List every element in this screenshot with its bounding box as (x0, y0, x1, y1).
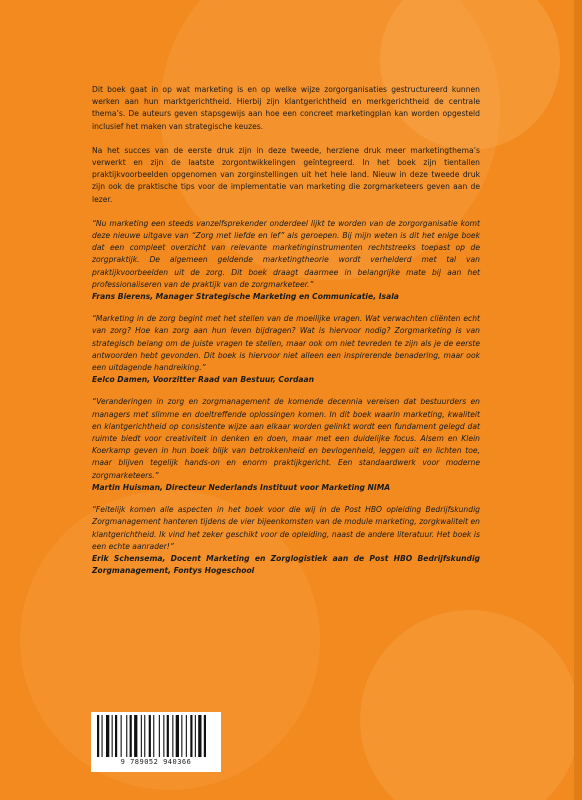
barcode-number: 9 789052 940366 (120, 758, 192, 766)
testimonial-author: Erik Schensema, Docent Marketing en Zorglogistiek aan de Post HBO Bedrijfskundig Zorgmanagement, Fontys Hogeschool (92, 553, 480, 576)
barcode-bar (153, 715, 154, 757)
barcode-bar (149, 715, 151, 757)
background-circle (360, 610, 580, 800)
barcode-bar (186, 715, 187, 757)
testimonial-author: Frans Bierens, Manager Strategische Marketing en Communicatie, Isala (92, 292, 399, 302)
barcode-bar (126, 715, 127, 757)
testimonial (92, 313, 480, 386)
barcode-bar (159, 715, 160, 757)
testimonial-text: “Nu marketing een steeds vanzelfsprekender onderdeel lijkt te worden van de zorgorganisatie komt deze nieuwe uitgave van “Zorg met liefde en lef” als geroepen. Bij mijn weten is dit het enige boek dat een compleet overzicht van relevante marketinginstrumenten rechtstreeks toepast op de zorgpraktijk. De algemeen geldende marketingtheorie wordt verhelderd met tal van praktijkvoorbeelden uit de zorg. Dit boek draagt daarmee in belangrijke mate bij aan het professionaliseren van de praktijk van de zorgmarketeer.” (92, 218, 480, 289)
barcode-icon (95, 715, 217, 757)
barcode-bar (195, 715, 196, 757)
barcode-bar (102, 715, 103, 757)
barcode-bar (181, 715, 182, 757)
intro-paragraph: Na het succes van de eerste druk zijn in deze tweede, herziene druk meer marketingthema’s verwerkt en zijn de laatste zorgontwikkelingen geïntegreerd. In het boek zijn tientallen praktijkvoorbeelden opgenomen van zorginstellingen uit het hele land. Nieuw in deze tweede druk zijn ook de praktische tips voor de implementatie van marketing die zorgmarketeers geven aan de lezer. (92, 145, 480, 204)
barcode-bar (134, 715, 137, 757)
testimonial (92, 396, 480, 494)
barcode-bar (163, 715, 164, 757)
testimonial-text: “Feitelijk komen alle aspecten in het boek voor die wij in de Post HBO opleiding Bedrijfskundig Zorgmanagement hanteren tijdens de vier bijeenkomsten van de module marketing, zorgkwaliteit en klantgerichtheid. Ik vind het zeker geschikt voor de opleiding, naast de andere literatuur. Het boek is een echte aanrader!” (92, 505, 480, 551)
barcode-bar (115, 715, 117, 757)
intro-paragraph: Dit boek gaat in op wat marketing is en op welke wijze zorgorganisaties gestructureerd kunnen werken aan hun marktgerichtheid. Hierbij zijn klantgerichtheid en merkgerichtheid de centrale thema’s. De auteurs geven stapsgewijs aan hoe een concreet marketingplan kan worden opgesteld inclusief het maken van strategische keuzes. (92, 85, 480, 131)
barcode-bar (121, 715, 122, 757)
testimonial-text: “Veranderingen in zorg en zorgmanagement de komende decennia vereisen dat bestuurders en managers met slimme en doeltreffende oplossingen komen. In dit boek waarin marketing, kwaliteit en klantgerichtheid op consistente wijze aan elkaar worden gelinkt wordt een fundament gelegd dat ruimte biedt voor creativiteit in denken en doen, maar met een duidelijke focus. Alsem en Klein Koerkamp geven in hun boek blijk van betrokkenheid en bevlogenheid, leggen uit en lichten toe, maar blijven tegelijk hands-on en enorm praktijkgericht. Een standaardwerk voor moderne zorgmarketeers.” (92, 397, 480, 480)
spine-edge (574, 0, 582, 800)
barcode-bar (130, 715, 132, 757)
testimonial-author: Eelco Damen, Voorzitter Raad van Bestuur, Cordaan (92, 375, 315, 385)
intro-section (92, 84, 480, 206)
barcode-bar (204, 715, 206, 757)
testimonial-author: Martin Huisman, Directeur Nederlands Instituut voor Marketing NIMA (92, 482, 391, 492)
barcode-bar (198, 715, 201, 757)
isbn-barcode (91, 712, 221, 772)
testimonial (92, 504, 480, 577)
barcode-bar (144, 715, 145, 757)
barcode-bar (141, 715, 142, 757)
barcode-bar (167, 715, 169, 757)
barcode-bar (112, 715, 113, 757)
testimonial (92, 218, 480, 303)
barcode-bar (97, 715, 99, 757)
barcode-bar (172, 715, 173, 757)
back-cover-text (92, 84, 480, 577)
testimonial-text: “Marketing in de zorg begint met het stellen van de moeilijke vragen. Wat verwachten cliënten echt van zorg? Hoe kan zorg aan hun leven bijdragen? Wat is hiervoor nodig? Zorgmarketing is van strategisch belang om de juiste vragen te stellen, maar ook om niet tevreden te zijn als je de eerste antwoorden hebt gevonden. Dit boek is hiervoor niet alleen een inspirerende benadering, maar ook een uitdagende handreiking.” (92, 314, 480, 373)
barcode-bar (190, 715, 192, 757)
barcode-bar (176, 715, 179, 757)
barcode-bar (106, 715, 109, 757)
